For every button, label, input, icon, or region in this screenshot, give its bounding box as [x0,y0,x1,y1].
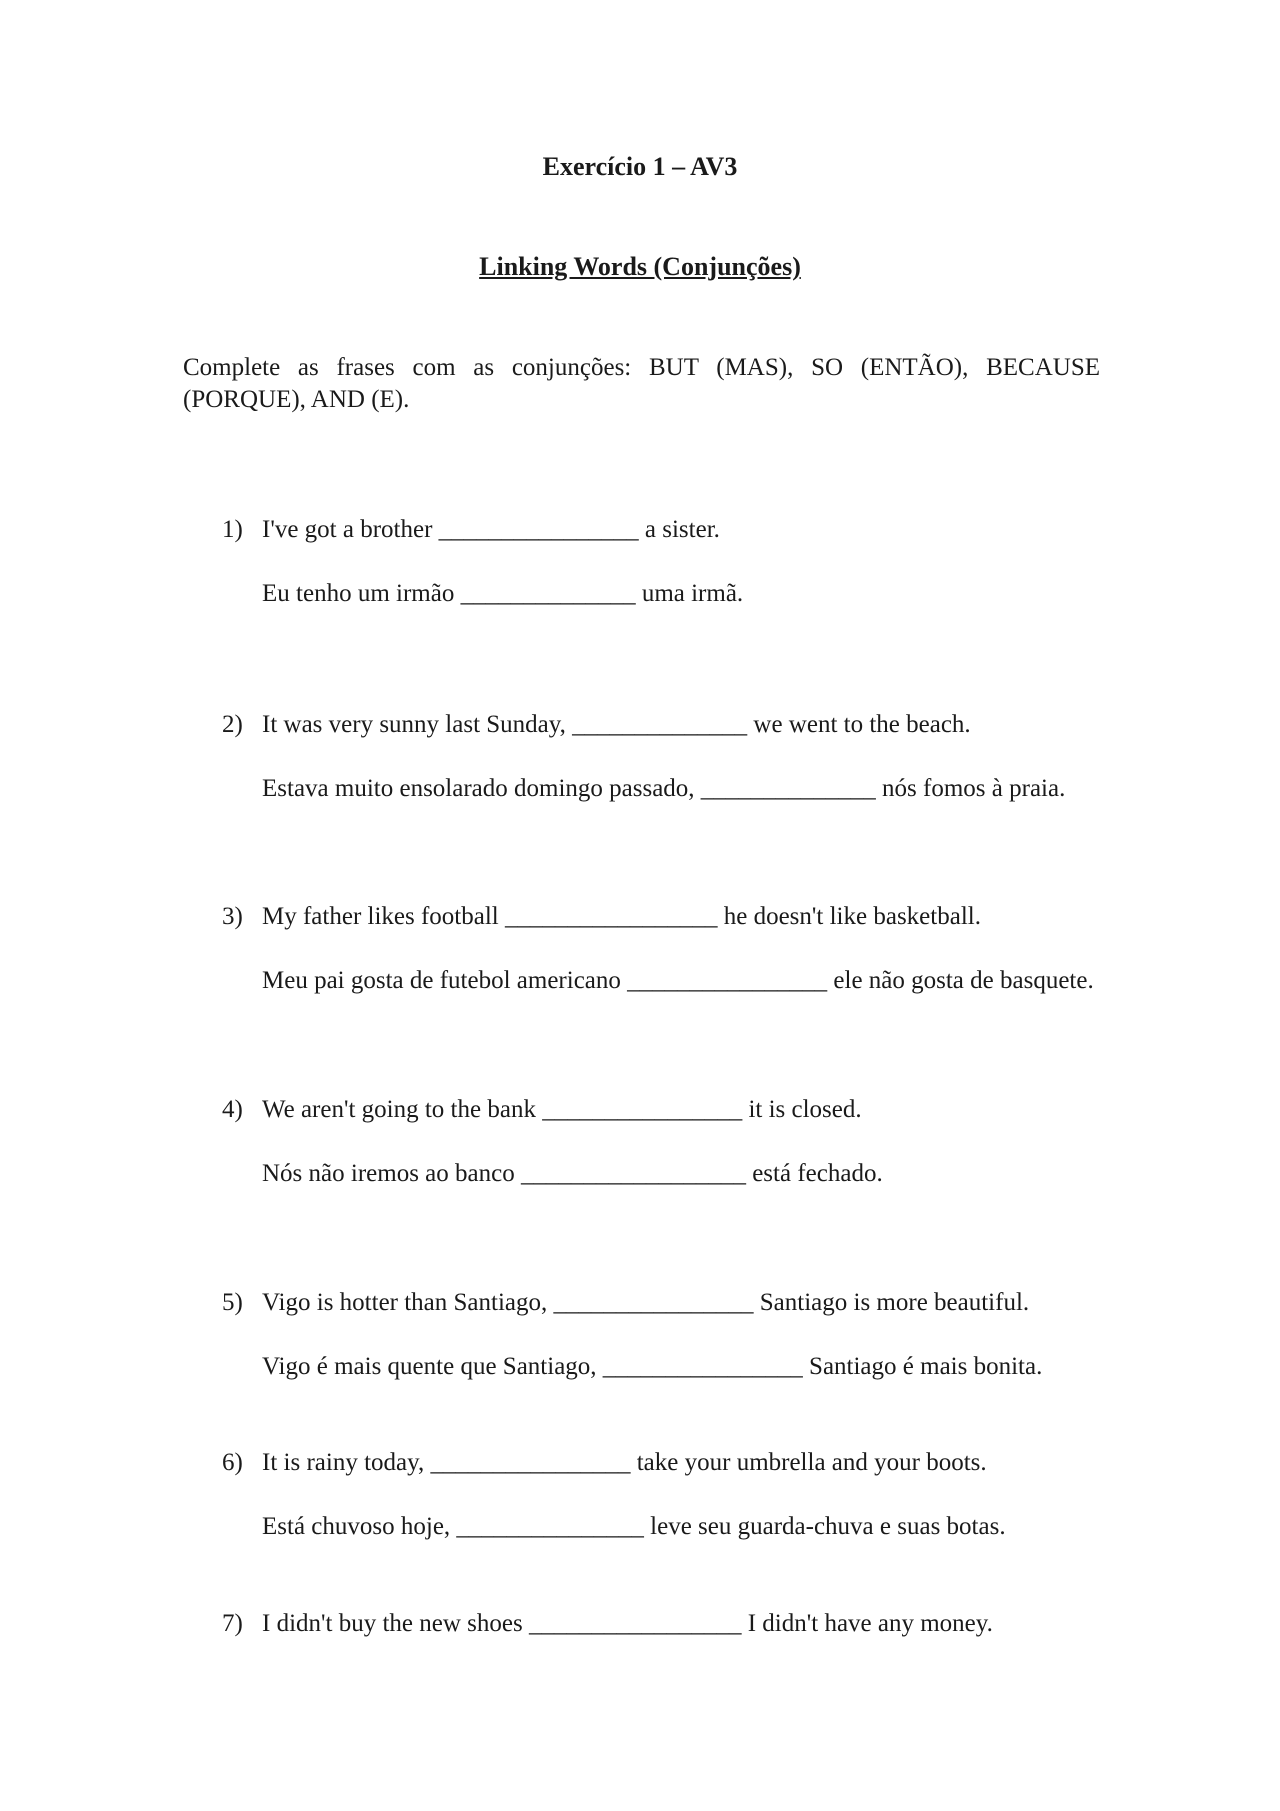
exercise-portuguese: Vigo é mais quente que Santiago, ________________ Santiago é mais bonita. [262,1353,1043,1380]
exercise-portuguese: Nós não iremos ao banco __________________ está fechado. [262,1160,883,1187]
exercise-portuguese: Está chuvoso hoje, _______________ leve seu guarda-chuva e suas botas. [262,1513,1006,1540]
exercise-english: It was very sunny last Sunday, ______________ we went to the beach. [262,711,971,738]
exercise-english: I've got a brother ________________ a sister. [262,516,720,543]
exercise-english: It is rainy today, ________________ take your umbrella and your boots. [262,1449,987,1476]
page-subtitle: Linking Words (Conjunções) [479,252,801,281]
exercise-english: My father likes football _________________ he doesn't like basketball. [262,903,981,930]
exercise-number: 7) [222,1610,243,1637]
exercise-number: 1) [222,516,243,543]
exercise-english: We aren't going to the bank ________________ it is closed. [262,1096,862,1123]
instructions: Complete as frases com as conjunções: BUT (MAS), SO (ENTÃO), BECAUSE (PORQUE), AND (E). [183,354,1100,413]
exercise-number: 3) [222,903,243,930]
exercise-english: Vigo is hotter than Santiago, ________________ Santiago is more beautiful. [262,1289,1030,1316]
exercise-portuguese: Eu tenho um irmão ______________ uma irmã. [262,580,744,607]
exercise-number: 5) [222,1289,243,1316]
page-title: Exercício 1 – AV3 [542,152,738,181]
exercise-number: 2) [222,711,243,738]
exercise-number: 6) [222,1449,243,1476]
exercise-number: 4) [222,1096,243,1123]
exercise-english: I didn't buy the new shoes _________________ I didn't have any money. [262,1610,993,1637]
exercise-portuguese: Estava muito ensolarado domingo passado, ______________ nós fomos à praia. [262,775,1066,802]
exercise-portuguese: Meu pai gosta de futebol americano ________________ ele não gosta de basquete. [262,967,1094,994]
